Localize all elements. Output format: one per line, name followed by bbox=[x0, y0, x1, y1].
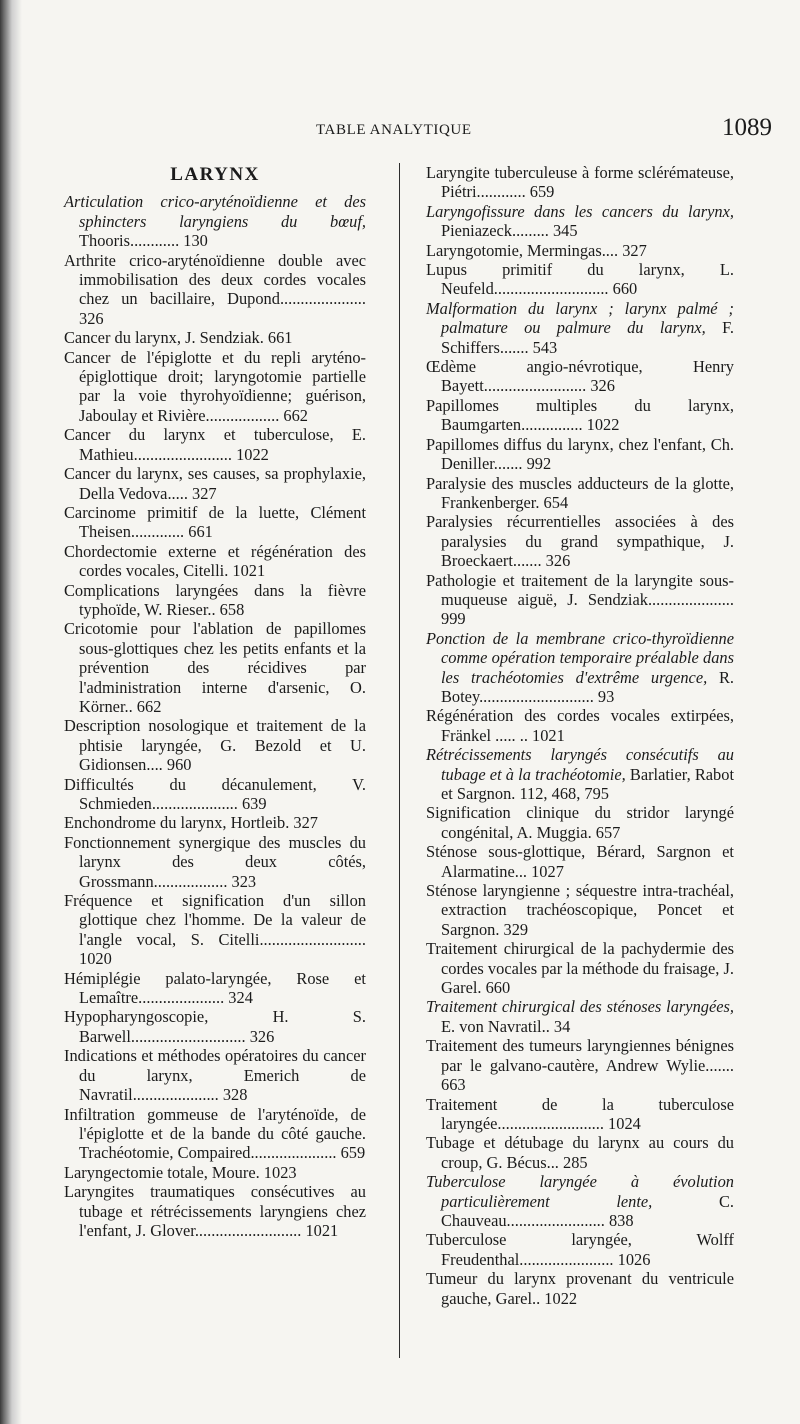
index-entry bbox=[64, 969, 366, 1008]
index-entry bbox=[426, 1133, 734, 1172]
index-entry bbox=[426, 241, 734, 260]
index-entry-text: Laryngectomie totale, Moure. 1023 bbox=[64, 1162, 297, 1182]
index-entry bbox=[64, 833, 366, 891]
index-entry-text: Enchondrome du larynx, Hortleib. 327 bbox=[64, 813, 318, 833]
index-entry-text: Laryngotomie, Mermingas.... 327 bbox=[426, 240, 647, 260]
index-entry-text: Sténose sous-glottique, Bérard, Sargnon et Alarmatine... 1027 bbox=[426, 842, 734, 881]
index-entry bbox=[426, 396, 734, 435]
index-entry bbox=[64, 891, 366, 969]
index-entry-text: Thooris............ 130 bbox=[79, 231, 208, 251]
index-entry-italic-title: Traitement chirurgical des sténoses laryngées, bbox=[426, 997, 734, 1017]
index-entry bbox=[64, 503, 366, 542]
index-entry-text: Traitement chirurgical de la pachydermie des cordes vocales par la méthode du fraisage, J. Garel. 660 bbox=[426, 939, 734, 998]
index-entry-text: Œdème angio-névrotique, Henry Bayett......................... 326 bbox=[426, 357, 734, 396]
index-entry-text: Hémiplégie palato-laryngée, Rose et Lemaître..................... 324 bbox=[64, 968, 366, 1008]
left-entry-list bbox=[64, 192, 366, 1240]
index-entry-text: Tumeur du larynx provenant du ventricule gauche, Garel.. 1022 bbox=[426, 1269, 734, 1308]
index-entry-text: Papillomes diffus du larynx, chez l'enfant, Ch. Deniller....... 992 bbox=[426, 434, 734, 474]
index-entry bbox=[426, 1230, 734, 1269]
index-entry bbox=[64, 328, 366, 347]
right-column bbox=[426, 163, 734, 1308]
index-entry bbox=[64, 542, 366, 581]
index-entry-text: Signification clinique du stridor laryngé congénital, A. Muggia. 657 bbox=[426, 803, 734, 842]
index-entry-text: Traitement des tumeurs laryngiennes bénignes par le galvano-cautère, Andrew Wylie....... 663 bbox=[426, 1036, 734, 1095]
index-entry bbox=[426, 997, 734, 1036]
index-entry bbox=[426, 1095, 734, 1134]
index-entry bbox=[64, 813, 366, 832]
index-entry bbox=[64, 251, 366, 329]
column-divider bbox=[399, 163, 400, 1358]
index-entry-text: Carcinome primitif de la luette, Clément Theisen............. 661 bbox=[64, 502, 366, 542]
index-entry-text: E. von Navratil.. 34 bbox=[441, 1016, 571, 1036]
index-entry bbox=[64, 619, 366, 716]
index-entry bbox=[426, 571, 734, 629]
page-binding-edge bbox=[0, 0, 22, 1424]
index-entry-text: Indications et méthodes opératoires du cancer du larynx, Emerich de Navratil..................... 328 bbox=[64, 1046, 366, 1105]
index-entry bbox=[64, 425, 366, 464]
index-entry-text: Description nosologique et traitement de la phtisie laryngée, G. Bezold et U. Gidionsen.... 960 bbox=[64, 716, 366, 775]
index-entry-text: Cancer de l'épiglotte et du repli aryténo-épiglottique droit; laryngotomie partielle par la voie thyrohyoïdienne; guérison, Jaboulay et Rivière.................. 662 bbox=[64, 347, 366, 425]
index-entry bbox=[426, 357, 734, 396]
index-entry-text: R. Botey............................ 93 bbox=[441, 667, 734, 706]
index-entry-text: Complications laryngées dans la fièvre typhoïde, W. Rieser.. 658 bbox=[64, 580, 366, 619]
page-number: 1089 bbox=[722, 114, 772, 141]
index-entry-italic-title: Laryngofissure dans les cancers du larynx, bbox=[426, 201, 734, 221]
running-title: TABLE ANALYTIQUE bbox=[316, 122, 472, 138]
index-entry bbox=[426, 163, 734, 202]
index-entry bbox=[426, 474, 734, 513]
index-entry bbox=[426, 435, 734, 474]
index-entry bbox=[426, 842, 734, 881]
index-entry-italic-title: Articulation crico-aryténoïdienne et des sphincters laryngiens du bœuf, bbox=[64, 192, 366, 231]
index-entry-italic-title: Rétrécissements laryngés consécutifs au tubage et à la trachéotomie, bbox=[426, 745, 734, 784]
index-entry-text: Arthrite crico-aryténoïdienne double avec immobilisation des deux cordes vocales chez un bacillaire, Dupond..................... 326 bbox=[64, 250, 366, 328]
index-entry-text: Barlatier, Rabot et Sargnon. 112, 468, 795 bbox=[441, 764, 734, 803]
index-entry bbox=[64, 348, 366, 426]
left-column bbox=[64, 163, 366, 1240]
index-entry-text: Papillomes multiples du larynx, Baumgarten............... 1022 bbox=[426, 395, 734, 435]
index-entry-text: Laryngites traumatiques consécutives au tubage et rétrécissements laryngiens chez l'enfant, J. Glover.......................... 1021 bbox=[64, 1182, 366, 1240]
index-entry bbox=[64, 1007, 366, 1046]
page-header bbox=[60, 114, 772, 154]
index-entry-text: F. Schiffers....... 543 bbox=[441, 318, 735, 357]
index-entry-text: Paralysie des muscles adducteurs de la glotte, Frankenberger. 654 bbox=[426, 473, 734, 512]
index-entry-text: Tubage et détubage du larynx au cours du croup, G. Bécus... 285 bbox=[426, 1133, 734, 1172]
index-entry bbox=[64, 775, 366, 814]
index-entry-text: Hypopharyngoscopie, H. S. Barwell............................ 326 bbox=[64, 1007, 366, 1046]
index-entry bbox=[64, 464, 366, 503]
index-entry-text: Sténose laryngienne ; séquestre intra-trachéal, extraction trachéoscopique, Poncet et Sargnon. 329 bbox=[426, 881, 734, 939]
index-entry-text: Fonctionnement synergique des muscles du larynx des deux côtés, Grossmann.................. 323 bbox=[64, 832, 366, 891]
index-entry-text: Fréquence et signification d'un sillon glottique chez l'homme. De la valeur de l'angle vocal, S. Citelli.......................... 1020 bbox=[64, 891, 366, 969]
index-entry-text: Tuberculose laryngée, Wolff Freudenthal....................... 1026 bbox=[426, 1230, 734, 1269]
index-entry-text: Infiltration gommeuse de l'aryténoïde, de l'épiglotte et de la bande du côté gauche. Trachéotomie, Compaired..................... 659 bbox=[64, 1104, 366, 1163]
index-entry bbox=[426, 745, 734, 803]
index-entry-text: Laryngite tuberculeuse à forme sclérémateuse, Piétri............ 659 bbox=[426, 163, 734, 202]
index-entry bbox=[426, 803, 734, 842]
index-entry-italic-title: Ponction de la membrane crico-thyroïdienne comme opération temporaire préalable dans les trachéotomies d'extrême urgence, bbox=[426, 628, 734, 687]
index-entry bbox=[64, 716, 366, 774]
index-entry-text: Difficultés du décanulement, V. Schmieden..................... 639 bbox=[64, 774, 366, 813]
index-entry-text: Pieniazeck......... 345 bbox=[441, 221, 578, 241]
index-entry bbox=[426, 1036, 734, 1094]
index-entry bbox=[64, 1046, 366, 1104]
section-title: LARYNX bbox=[170, 164, 260, 185]
index-entry-text: C. Chauveau........................ 838 bbox=[441, 1191, 734, 1230]
index-entry-text: Chordectomie externe et régénération des cordes vocales, Citelli. 1021 bbox=[64, 541, 366, 581]
index-entry-text: Cancer du larynx, J. Sendziak. 661 bbox=[64, 328, 293, 348]
index-entry-text: Régénération des cordes vocales extirpées, Fränkel ..... .. 1021 bbox=[426, 706, 734, 745]
index-entry bbox=[64, 1182, 366, 1240]
index-entry bbox=[64, 192, 366, 250]
index-entry-text: Paralysies récurrentielles associées à des paralysies du grand sympathique, J. Broeckaert....... 326 bbox=[426, 512, 734, 571]
index-entry bbox=[426, 1172, 734, 1230]
index-entry-text: Lupus primitif du larynx, L. Neufeld............................ 660 bbox=[426, 260, 734, 299]
index-entry-text: Traitement de la tuberculose laryngée.......................... 1024 bbox=[426, 1094, 734, 1133]
index-entry bbox=[64, 1163, 366, 1182]
index-entry bbox=[426, 260, 734, 299]
index-entry bbox=[426, 299, 734, 357]
index-entry bbox=[426, 939, 734, 997]
right-entry-list bbox=[426, 163, 734, 1308]
index-entry bbox=[426, 512, 734, 570]
index-entry bbox=[426, 629, 734, 707]
index-entry bbox=[426, 881, 734, 939]
index-entry bbox=[426, 706, 734, 745]
index-entry bbox=[426, 202, 734, 241]
index-entry-text: Cancer du larynx, ses causes, sa prophylaxie, Della Vedova..... 327 bbox=[64, 464, 366, 503]
index-entry bbox=[426, 1269, 734, 1308]
index-entry bbox=[64, 581, 366, 620]
index-entry bbox=[64, 1105, 366, 1163]
index-entry-italic-title: Tuberculose laryngée à évolution particulièrement lente, bbox=[426, 1172, 734, 1211]
index-entry-text: Cricotomie pour l'ablation de papillomes sous-glottiques chez les petits enfants et la prévention des récidives par l'administration interne d'arsenic, O. Körner.. 662 bbox=[64, 619, 366, 716]
index-entry-text: Pathologie et traitement de la laryngite sous-muqueuse aiguë, J. Sendziak..................... 999 bbox=[426, 570, 734, 629]
index-entry-italic-title: Malformation du larynx ; larynx palmé ; palmature ou palmure du larynx, bbox=[426, 298, 734, 338]
index-entry-text: Cancer du larynx et tuberculose, E. Mathieu........................ 1022 bbox=[64, 425, 366, 464]
